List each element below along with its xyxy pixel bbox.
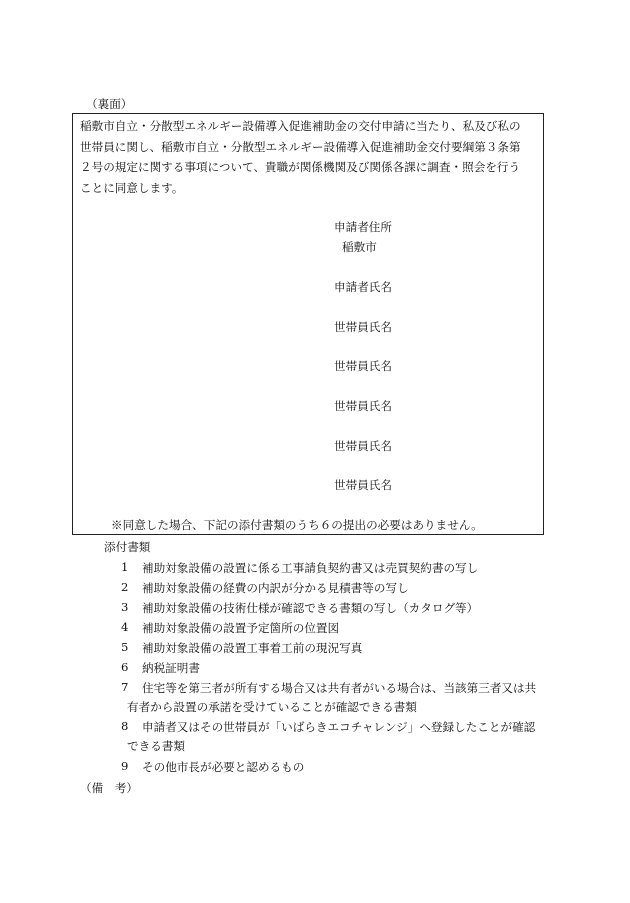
- attachment-number: 9: [121, 759, 129, 773]
- attachment-item: 補助対象設備の設置予定箇所の位置図: [142, 621, 340, 635]
- attachment-item: 住宅等を第三者が所有する場合又は共有者がいる場合は、当該第三者又は共: [142, 681, 537, 695]
- consent-line: 稲敷市自立・分散型エネルギー設備導入促進補助金の交付申請に当たり、私及び私の: [80, 119, 521, 133]
- attachment-item: 補助対象設備の技術仕様が確認できる書類の写し（カタログ等）: [142, 601, 479, 615]
- attachment-item: 申請者又はその世帯員が「いばらきエコチャレンジ」へ登録したことが確認: [142, 720, 536, 734]
- attachment-number: 2: [121, 580, 129, 594]
- consent-line: 世帯員に関し、稲敷市自立・分散型エネルギー設備導入促進補助金交付要綱第３条第: [80, 140, 521, 154]
- attachments-title: 添付書類: [104, 540, 151, 554]
- attachment-number: 8: [121, 719, 129, 733]
- attachment-item-continuation: 有者から設置の承諾を受けていることが確認できる書類: [127, 700, 417, 714]
- applicant-name-label: 申請者氏名: [334, 280, 392, 294]
- consent-line: ２号の規定に関する事項について、貴職が関係機関及び関係各課に調査・照会を行う: [80, 160, 521, 174]
- household-member-name-label: 世帯員氏名: [334, 359, 392, 373]
- city-label: 稲敷市: [342, 240, 377, 254]
- attachment-item-continuation: できる書類: [127, 739, 185, 753]
- attachment-number: 5: [121, 640, 129, 654]
- attachment-item: 補助対象設備の経費の内訳が分かる見積書等の写し: [142, 581, 409, 595]
- attachment-number: 7: [121, 680, 129, 694]
- household-member-name-label: 世帯員氏名: [334, 439, 392, 453]
- reverse-side-label: （裏面）: [86, 97, 133, 111]
- attachment-item: 補助対象設備の設置に係る工事請負契約書又は売買契約書の写し: [142, 561, 479, 575]
- consent-line: ことに同意します。: [80, 181, 184, 195]
- attachment-number: 3: [121, 600, 129, 614]
- household-member-name-label: 世帯員氏名: [334, 320, 392, 334]
- attachment-number: 1: [121, 560, 129, 574]
- attachment-item: 補助対象設備の設置工事着工前の現況写真: [142, 641, 363, 655]
- household-member-name-label: 世帯員氏名: [334, 399, 392, 413]
- household-member-name-label: 世帯員氏名: [334, 478, 392, 492]
- attachment-number: 6: [121, 660, 129, 674]
- applicant-address-label: 申請者住所: [334, 220, 392, 234]
- attachment-number: 4: [121, 620, 129, 634]
- remarks-label: （備 考）: [80, 781, 138, 795]
- consent-note: ※同意した場合、下記の添付書類のうち６の提出の必要はありません。: [111, 518, 483, 532]
- attachment-item: その他市長が必要と認めるもの: [142, 760, 305, 774]
- consent-box: [72, 113, 544, 535]
- attachment-item: 納税証明書: [142, 661, 200, 675]
